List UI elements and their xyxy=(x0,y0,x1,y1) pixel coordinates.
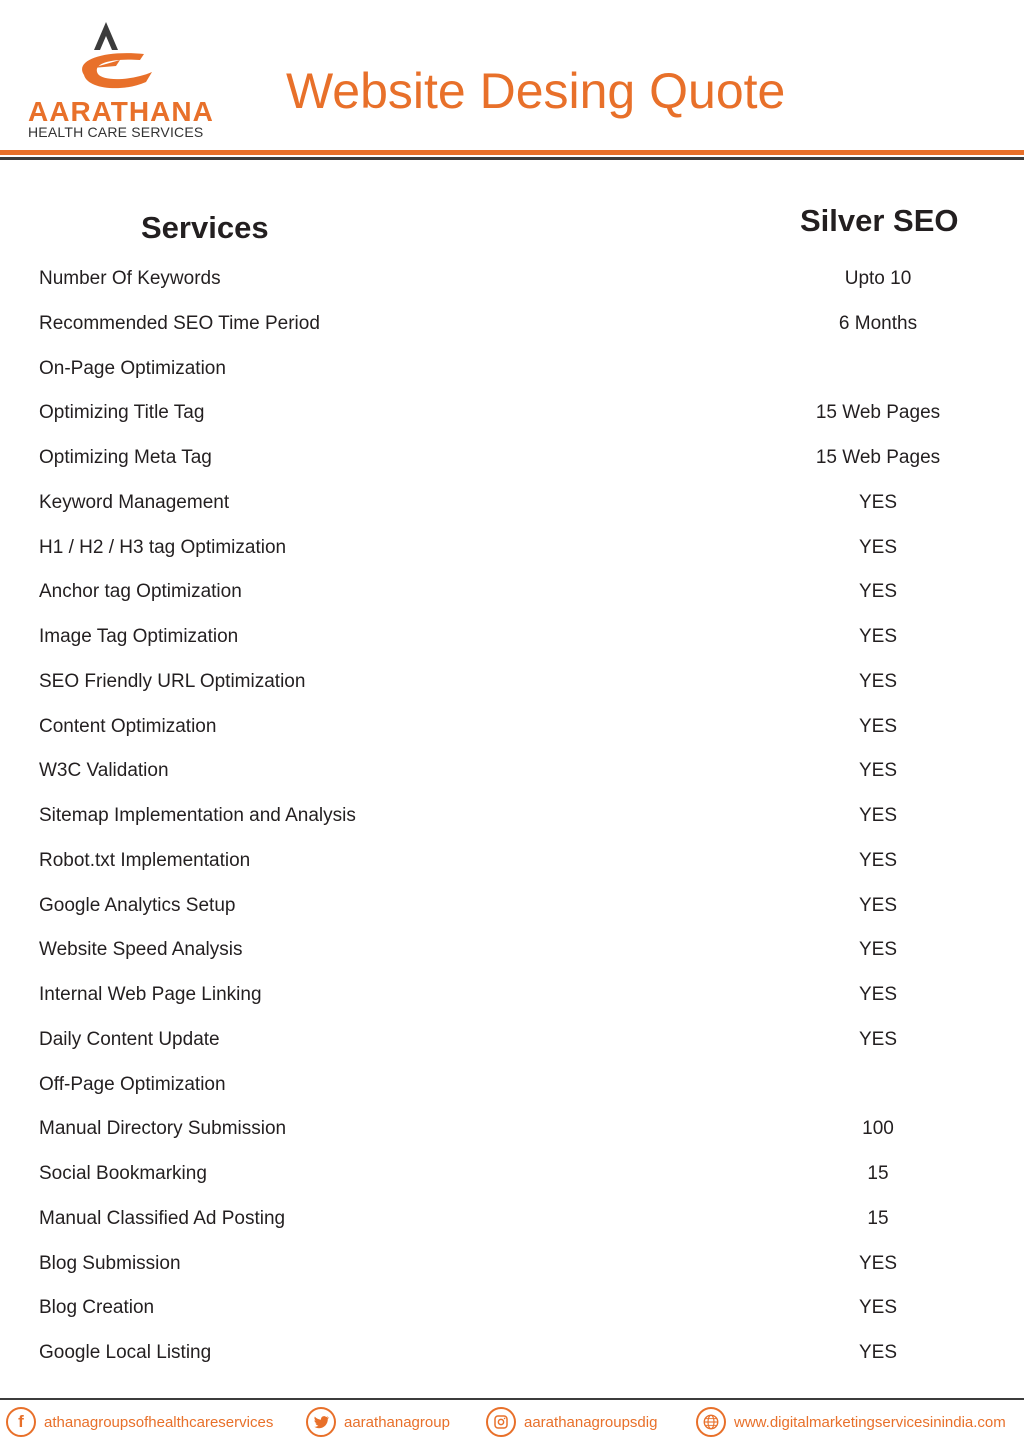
table-row xyxy=(0,704,1024,749)
table-row xyxy=(0,525,1024,570)
row-value: 6 Months xyxy=(838,312,918,334)
table-row xyxy=(0,1062,1024,1107)
twitter-handle: aarathanagroup xyxy=(344,1413,450,1431)
row-value: YES xyxy=(858,1028,898,1050)
table-row xyxy=(0,1196,1024,1241)
row-value: 15 Web Pages xyxy=(815,402,941,424)
globe-icon xyxy=(696,1407,726,1437)
brand-tagline: HEALTH CARE SERVICES xyxy=(28,124,204,140)
row-label: Google Local Listing xyxy=(39,1342,212,1363)
row-label: Anchor tag Optimization xyxy=(39,581,242,603)
table-row xyxy=(0,256,1024,301)
table-row xyxy=(0,1241,1024,1286)
header-divider-dark xyxy=(0,157,1024,160)
row-value: 15 Web Pages xyxy=(815,447,941,468)
row-value: YES xyxy=(858,581,898,603)
row-label: Internal Web Page Linking xyxy=(39,984,262,1005)
table-row xyxy=(0,1330,1024,1375)
table-row xyxy=(0,435,1024,480)
row-label: SEO Friendly URL Optimization xyxy=(39,670,306,692)
row-label: Social Bookmarking xyxy=(39,1163,207,1184)
row-value: YES xyxy=(858,984,898,1005)
row-label: Blog Creation xyxy=(39,1297,155,1319)
table-row xyxy=(0,972,1024,1017)
row-label: Number Of Keywords xyxy=(39,268,221,289)
row-value: YES xyxy=(858,536,898,558)
row-value: YES xyxy=(858,760,898,782)
row-value: YES xyxy=(858,894,898,916)
row-label: Google Analytics Setup xyxy=(39,894,236,916)
services-table xyxy=(0,256,1024,1375)
table-row xyxy=(0,614,1024,659)
row-label: Optimizing Meta Tag xyxy=(39,447,212,468)
facebook-handle: athanagroupsofhealthcareservices xyxy=(44,1413,274,1431)
table-row xyxy=(0,793,1024,838)
header-divider-orange xyxy=(0,150,1024,155)
row-value: YES xyxy=(858,805,898,826)
table-row xyxy=(0,346,1024,391)
row-label: Content Optimization xyxy=(39,715,217,737)
table-row xyxy=(0,748,1024,793)
website-url: www.digitalmarketingservicesinindia.com xyxy=(734,1413,1006,1431)
row-value: YES xyxy=(858,491,898,513)
row-value: YES xyxy=(858,939,898,961)
row-value: 100 xyxy=(862,1118,894,1140)
instagram-icon xyxy=(486,1407,516,1437)
row-label: Manual Classified Ad Posting xyxy=(39,1207,286,1229)
table-row xyxy=(0,1106,1024,1151)
row-label: Recommended SEO Time Period xyxy=(39,312,320,334)
brand-name: AARATHANA xyxy=(28,96,214,127)
row-value: 15 xyxy=(867,1163,889,1184)
row-value: YES xyxy=(858,715,898,737)
row-label: Robot.txt Implementation xyxy=(39,849,251,871)
row-label: Sitemap Implementation and Analysis xyxy=(39,805,356,826)
row-value: YES xyxy=(858,670,898,692)
row-value: YES xyxy=(858,626,898,647)
table-row xyxy=(0,301,1024,346)
table-row xyxy=(0,1151,1024,1196)
instagram-handle: aarathanagroupsdig xyxy=(524,1413,658,1431)
table-row xyxy=(0,927,1024,972)
row-label: Image Tag Optimization xyxy=(39,626,239,647)
table-row xyxy=(0,1017,1024,1062)
company-logo xyxy=(24,20,214,140)
row-value: Upto 10 xyxy=(844,268,912,289)
row-value: 15 xyxy=(867,1207,889,1229)
table-row xyxy=(0,480,1024,525)
row-value: YES xyxy=(858,1342,898,1363)
footer-divider xyxy=(0,1398,1024,1400)
row-label: Optimizing Title Tag xyxy=(39,402,205,424)
footer xyxy=(0,1404,1024,1444)
row-label: W3C Validation xyxy=(39,760,169,782)
instagram-link[interactable] xyxy=(486,1407,657,1437)
website-link[interactable] xyxy=(696,1407,1006,1437)
row-value: YES xyxy=(858,1252,898,1274)
row-label: Website Speed Analysis xyxy=(39,939,243,961)
plan-column-heading: Silver SEO xyxy=(800,203,959,238)
table-row xyxy=(0,390,1024,435)
row-label: H1 / H2 / H3 tag Optimization xyxy=(39,536,287,558)
table-row xyxy=(0,659,1024,704)
table-row xyxy=(0,569,1024,614)
row-value: YES xyxy=(858,1297,898,1319)
table-row xyxy=(0,883,1024,928)
row-label: Daily Content Update xyxy=(39,1028,220,1050)
page-title: Website Desing Quote xyxy=(286,63,786,119)
logo-mark-icon xyxy=(64,20,184,100)
row-label: Manual Directory Submission xyxy=(39,1118,287,1140)
row-label: Off-Page Optimization xyxy=(39,1073,226,1095)
twitter-link[interactable] xyxy=(306,1407,450,1437)
table-row xyxy=(0,838,1024,883)
row-label: Blog Submission xyxy=(39,1252,181,1274)
services-column-heading: Services xyxy=(141,210,269,245)
facebook-icon: f xyxy=(6,1407,36,1437)
row-label: Keyword Management xyxy=(39,491,230,513)
row-label: On-Page Optimization xyxy=(39,357,226,379)
row-value: YES xyxy=(858,849,898,871)
table-row xyxy=(0,1285,1024,1330)
twitter-icon xyxy=(306,1407,336,1437)
facebook-link[interactable] xyxy=(6,1407,273,1437)
